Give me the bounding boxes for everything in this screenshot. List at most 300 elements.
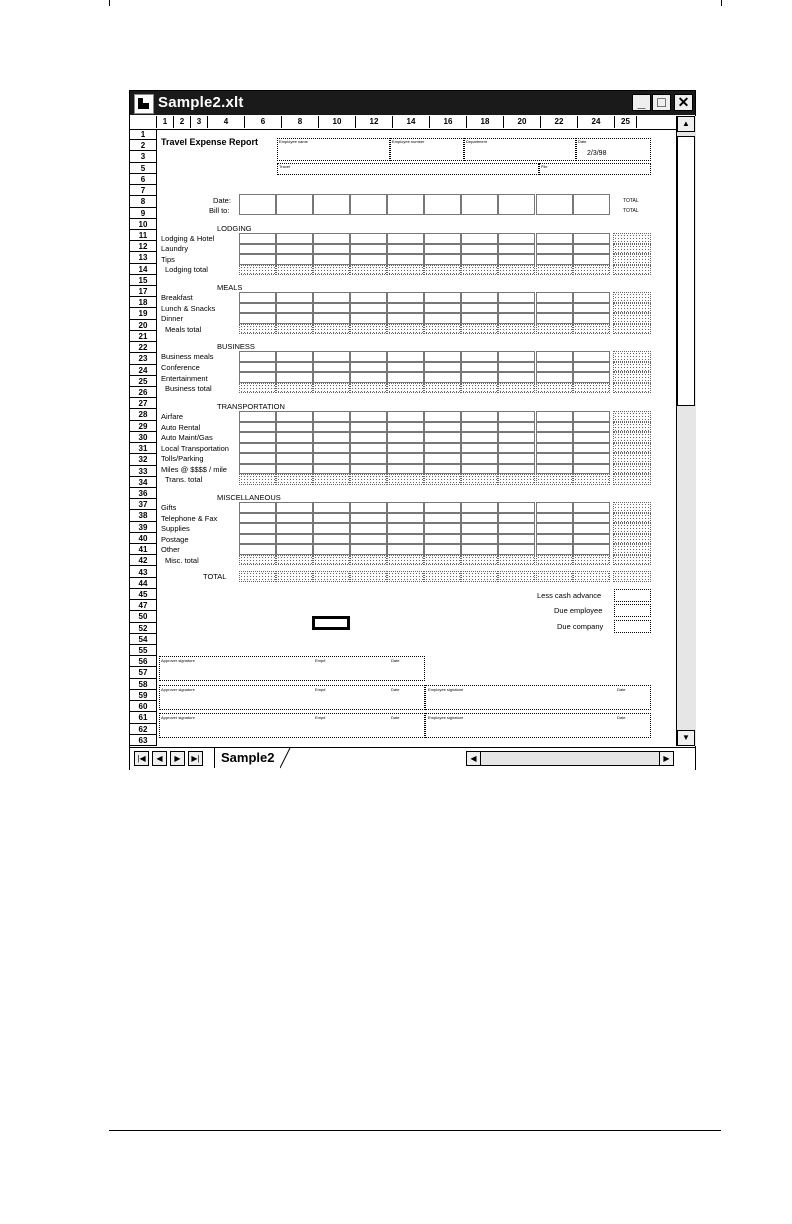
subtotal-cell[interactable] xyxy=(573,474,610,485)
expense-cell[interactable] xyxy=(536,244,573,255)
grand-total-cell[interactable] xyxy=(276,571,313,582)
expense-cell[interactable] xyxy=(276,422,313,433)
expense-cell[interactable] xyxy=(276,513,313,524)
expense-cell[interactable] xyxy=(461,372,498,383)
select-all-corner[interactable] xyxy=(130,116,157,128)
expense-cell[interactable] xyxy=(536,443,573,454)
due-employee-field[interactable] xyxy=(614,604,651,617)
expense-cell[interactable] xyxy=(424,422,461,433)
expense-cell[interactable] xyxy=(424,254,461,265)
subtotal-cell[interactable] xyxy=(498,474,535,485)
subtotal-cell[interactable] xyxy=(498,324,535,335)
expense-cell[interactable] xyxy=(536,544,573,555)
expense-cell[interactable] xyxy=(276,303,313,314)
row-total-cell[interactable] xyxy=(613,372,651,383)
minimize-button[interactable]: _ xyxy=(632,94,651,111)
subtotal-cell[interactable] xyxy=(313,555,350,566)
expense-cell[interactable] xyxy=(536,292,573,303)
expense-cell[interactable] xyxy=(313,313,350,324)
column-header[interactable]: 10 xyxy=(319,116,356,128)
subtotal-cell[interactable] xyxy=(461,383,498,394)
expense-cell[interactable] xyxy=(313,233,350,244)
expense-cell[interactable] xyxy=(573,422,610,433)
row-header[interactable]: 14 xyxy=(130,264,156,275)
expense-cell[interactable] xyxy=(498,362,535,373)
subtotal-cell[interactable] xyxy=(498,383,535,394)
expense-cell[interactable] xyxy=(313,544,350,555)
expense-cell[interactable] xyxy=(239,292,276,303)
row-total-cell[interactable] xyxy=(613,544,651,555)
expense-cell[interactable] xyxy=(387,422,424,433)
expense-cell[interactable] xyxy=(350,244,387,255)
expense-cell[interactable] xyxy=(498,502,535,513)
date-column-cell[interactable] xyxy=(387,194,424,215)
expense-cell[interactable] xyxy=(461,422,498,433)
expense-cell[interactable] xyxy=(498,244,535,255)
subtotal-cell[interactable] xyxy=(387,265,424,276)
expense-cell[interactable] xyxy=(387,351,424,362)
row-header[interactable]: 36 xyxy=(130,488,156,499)
expense-cell[interactable] xyxy=(498,303,535,314)
expense-cell[interactable] xyxy=(239,313,276,324)
expense-cell[interactable] xyxy=(313,502,350,513)
grand-total-cell[interactable] xyxy=(498,571,535,582)
expense-cell[interactable] xyxy=(461,351,498,362)
expense-cell[interactable] xyxy=(239,534,276,545)
expense-cell[interactable] xyxy=(498,313,535,324)
expense-cell[interactable] xyxy=(387,411,424,422)
row-header[interactable]: 6 xyxy=(130,174,156,185)
scroll-right-button[interactable]: ▶ xyxy=(659,751,674,766)
expense-cell[interactable] xyxy=(461,233,498,244)
expense-cell[interactable] xyxy=(239,544,276,555)
expense-cell[interactable] xyxy=(498,453,535,464)
expense-cell[interactable] xyxy=(313,534,350,545)
row-header[interactable]: 28 xyxy=(130,409,156,420)
expense-cell[interactable] xyxy=(350,372,387,383)
expense-cell[interactable] xyxy=(350,292,387,303)
expense-cell[interactable] xyxy=(461,244,498,255)
row-header[interactable]: 45 xyxy=(130,589,156,600)
row-total-cell[interactable] xyxy=(613,265,651,276)
expense-cell[interactable] xyxy=(313,432,350,443)
expense-cell[interactable] xyxy=(573,523,610,534)
row-header[interactable]: 10 xyxy=(130,219,156,230)
expense-cell[interactable] xyxy=(498,351,535,362)
column-header[interactable]: 20 xyxy=(504,116,541,128)
expense-cell[interactable] xyxy=(350,411,387,422)
subtotal-cell[interactable] xyxy=(573,383,610,394)
due-company-field[interactable] xyxy=(614,620,651,633)
expense-cell[interactable] xyxy=(387,544,424,555)
expense-cell[interactable] xyxy=(461,313,498,324)
expense-cell[interactable] xyxy=(239,502,276,513)
grand-total-cell[interactable] xyxy=(461,571,498,582)
subtotal-cell[interactable] xyxy=(424,324,461,335)
date-column-cell[interactable] xyxy=(424,194,461,215)
row-header[interactable]: 5 xyxy=(130,163,156,174)
row-header[interactable]: 59 xyxy=(130,690,156,701)
row-header[interactable]: 41 xyxy=(130,544,156,555)
expense-cell[interactable] xyxy=(387,303,424,314)
row-header[interactable]: 27 xyxy=(130,398,156,409)
expense-cell[interactable] xyxy=(387,523,424,534)
expense-cell[interactable] xyxy=(387,443,424,454)
expense-cell[interactable] xyxy=(350,432,387,443)
row-header[interactable]: 31 xyxy=(130,443,156,454)
expense-cell[interactable] xyxy=(573,443,610,454)
expense-cell[interactable] xyxy=(424,513,461,524)
row-header[interactable]: 57 xyxy=(130,667,156,678)
expense-cell[interactable] xyxy=(573,502,610,513)
row-header[interactable]: 47 xyxy=(130,600,156,611)
row-total-cell[interactable] xyxy=(613,244,651,255)
expense-cell[interactable] xyxy=(313,303,350,314)
scroll-left-button[interactable]: ◀ xyxy=(466,751,481,766)
expense-cell[interactable] xyxy=(387,453,424,464)
expense-cell[interactable] xyxy=(387,502,424,513)
grand-total-cell[interactable] xyxy=(350,571,387,582)
expense-cell[interactable] xyxy=(387,244,424,255)
subtotal-cell[interactable] xyxy=(461,265,498,276)
row-header[interactable]: 39 xyxy=(130,522,156,533)
expense-cell[interactable] xyxy=(350,544,387,555)
expense-cell[interactable] xyxy=(461,303,498,314)
subtotal-cell[interactable] xyxy=(313,383,350,394)
expense-cell[interactable] xyxy=(350,362,387,373)
expense-cell[interactable] xyxy=(350,422,387,433)
expense-cell[interactable] xyxy=(276,233,313,244)
row-header[interactable]: 3 xyxy=(130,151,156,162)
travel-field[interactable] xyxy=(277,163,539,175)
expense-cell[interactable] xyxy=(350,303,387,314)
subtotal-cell[interactable] xyxy=(350,474,387,485)
subtotal-cell[interactable] xyxy=(350,383,387,394)
subtotal-cell[interactable] xyxy=(276,474,313,485)
subtotal-cell[interactable] xyxy=(573,324,610,335)
expense-cell[interactable] xyxy=(313,513,350,524)
expense-cell[interactable] xyxy=(313,372,350,383)
expense-cell[interactable] xyxy=(387,254,424,265)
row-header[interactable]: 1 xyxy=(130,129,156,140)
subtotal-cell[interactable] xyxy=(276,383,313,394)
subtotal-cell[interactable] xyxy=(387,474,424,485)
column-header[interactable]: 16 xyxy=(430,116,467,128)
expense-cell[interactable] xyxy=(461,523,498,534)
row-header[interactable]: 7 xyxy=(130,185,156,196)
subtotal-cell[interactable] xyxy=(276,555,313,566)
subtotal-cell[interactable] xyxy=(276,265,313,276)
row-header[interactable]: 15 xyxy=(130,275,156,286)
expense-cell[interactable] xyxy=(387,362,424,373)
subtotal-cell[interactable] xyxy=(387,383,424,394)
expense-cell[interactable] xyxy=(239,422,276,433)
expense-cell[interactable] xyxy=(498,432,535,443)
expense-cell[interactable] xyxy=(424,432,461,443)
expense-cell[interactable] xyxy=(313,523,350,534)
expense-cell[interactable] xyxy=(313,292,350,303)
vertical-scroll-thumb[interactable] xyxy=(677,136,695,406)
expense-cell[interactable] xyxy=(239,303,276,314)
subtotal-cell[interactable] xyxy=(461,555,498,566)
expense-cell[interactable] xyxy=(573,372,610,383)
expense-cell[interactable] xyxy=(573,432,610,443)
expense-cell[interactable] xyxy=(313,351,350,362)
expense-cell[interactable] xyxy=(350,351,387,362)
row-total-cell[interactable] xyxy=(613,362,651,373)
expense-cell[interactable] xyxy=(387,313,424,324)
expense-cell[interactable] xyxy=(536,502,573,513)
expense-cell[interactable] xyxy=(461,464,498,475)
row-total-cell[interactable] xyxy=(613,324,651,335)
title-bar[interactable] xyxy=(130,91,695,115)
expense-cell[interactable] xyxy=(239,372,276,383)
expense-cell[interactable] xyxy=(239,362,276,373)
row-total-cell[interactable] xyxy=(613,474,651,485)
expense-cell[interactable] xyxy=(387,233,424,244)
expense-cell[interactable] xyxy=(461,432,498,443)
expense-cell[interactable] xyxy=(276,244,313,255)
expense-cell[interactable] xyxy=(276,544,313,555)
expense-cell[interactable] xyxy=(239,523,276,534)
grand-total-cell[interactable] xyxy=(387,571,424,582)
expense-cell[interactable] xyxy=(498,411,535,422)
close-button[interactable]: ✕ xyxy=(674,94,693,111)
row-total-cell[interactable] xyxy=(613,422,651,433)
expense-cell[interactable] xyxy=(276,432,313,443)
expense-cell[interactable] xyxy=(239,244,276,255)
expense-cell[interactable] xyxy=(350,233,387,244)
grand-total-cell[interactable] xyxy=(313,571,350,582)
expense-cell[interactable] xyxy=(424,372,461,383)
row-header[interactable]: 20 xyxy=(130,320,156,331)
column-header[interactable]: 4 xyxy=(208,116,245,128)
expense-cell[interactable] xyxy=(498,544,535,555)
subtotal-cell[interactable] xyxy=(424,474,461,485)
expense-cell[interactable] xyxy=(350,443,387,454)
expense-cell[interactable] xyxy=(350,464,387,475)
expense-cell[interactable] xyxy=(424,303,461,314)
subtotal-cell[interactable] xyxy=(461,474,498,485)
expense-cell[interactable] xyxy=(461,254,498,265)
row-header[interactable]: 19 xyxy=(130,308,156,319)
approver-signature-field[interactable] xyxy=(159,656,425,681)
expense-cell[interactable] xyxy=(536,422,573,433)
row-header[interactable]: 61 xyxy=(130,712,156,723)
expense-cell[interactable] xyxy=(573,244,610,255)
row-header[interactable]: 2 xyxy=(130,140,156,151)
expense-cell[interactable] xyxy=(424,443,461,454)
row-header[interactable]: 44 xyxy=(130,578,156,589)
expense-cell[interactable] xyxy=(276,534,313,545)
expense-cell[interactable] xyxy=(498,464,535,475)
row-header[interactable]: 26 xyxy=(130,387,156,398)
row-total-cell[interactable] xyxy=(613,313,651,324)
expense-cell[interactable] xyxy=(239,432,276,443)
expense-cell[interactable] xyxy=(276,254,313,265)
expense-cell[interactable] xyxy=(573,464,610,475)
row-header[interactable]: 32 xyxy=(130,454,156,465)
expense-cell[interactable] xyxy=(387,432,424,443)
expense-cell[interactable] xyxy=(536,453,573,464)
expense-cell[interactable] xyxy=(461,502,498,513)
expense-cell[interactable] xyxy=(498,443,535,454)
subtotal-cell[interactable] xyxy=(350,324,387,335)
expense-cell[interactable] xyxy=(424,464,461,475)
approver-signature-field[interactable] xyxy=(159,685,425,710)
expense-cell[interactable] xyxy=(313,244,350,255)
expense-cell[interactable] xyxy=(536,313,573,324)
date-column-cell[interactable] xyxy=(313,194,350,215)
first-sheet-button[interactable]: |◀ xyxy=(134,751,149,766)
grand-total-cell[interactable] xyxy=(536,571,573,582)
row-header[interactable]: 18 xyxy=(130,297,156,308)
expense-cell[interactable] xyxy=(536,351,573,362)
expense-cell[interactable] xyxy=(498,513,535,524)
expense-cell[interactable] xyxy=(461,362,498,373)
worksheet-grid[interactable] xyxy=(157,129,675,746)
column-header[interactable]: 3 xyxy=(191,116,208,128)
expense-cell[interactable] xyxy=(350,313,387,324)
row-header[interactable]: 12 xyxy=(130,241,156,252)
subtotal-cell[interactable] xyxy=(239,474,276,485)
expense-cell[interactable] xyxy=(313,362,350,373)
subtotal-cell[interactable] xyxy=(536,474,573,485)
column-header[interactable]: 1 xyxy=(157,116,174,128)
row-total-cell[interactable] xyxy=(613,571,651,582)
row-total-cell[interactable] xyxy=(613,254,651,265)
expense-cell[interactable] xyxy=(573,362,610,373)
expense-cell[interactable] xyxy=(461,513,498,524)
date-column-cell[interactable] xyxy=(350,194,387,215)
subtotal-cell[interactable] xyxy=(239,555,276,566)
expense-cell[interactable] xyxy=(276,313,313,324)
expense-cell[interactable] xyxy=(573,411,610,422)
row-header[interactable]: 43 xyxy=(130,567,156,578)
subtotal-cell[interactable] xyxy=(350,555,387,566)
expense-cell[interactable] xyxy=(536,362,573,373)
subtotal-cell[interactable] xyxy=(424,383,461,394)
row-header[interactable]: 55 xyxy=(130,645,156,656)
column-header[interactable]: 22 xyxy=(541,116,578,128)
row-header[interactable]: 25 xyxy=(130,376,156,387)
scroll-down-button[interactable]: ▼ xyxy=(677,730,695,746)
expense-cell[interactable] xyxy=(536,372,573,383)
expense-cell[interactable] xyxy=(239,453,276,464)
vertical-scrollbar[interactable] xyxy=(676,116,696,746)
expense-cell[interactable] xyxy=(350,254,387,265)
expense-cell[interactable] xyxy=(424,233,461,244)
expense-cell[interactable] xyxy=(424,244,461,255)
expense-cell[interactable] xyxy=(387,513,424,524)
expense-cell[interactable] xyxy=(424,523,461,534)
subtotal-cell[interactable] xyxy=(313,265,350,276)
row-total-cell[interactable] xyxy=(613,432,651,443)
row-total-cell[interactable] xyxy=(613,292,651,303)
expense-cell[interactable] xyxy=(313,411,350,422)
row-header[interactable]: 52 xyxy=(130,623,156,634)
expense-cell[interactable] xyxy=(239,351,276,362)
row-header[interactable]: 56 xyxy=(130,656,156,667)
row-total-cell[interactable] xyxy=(613,523,651,534)
expense-cell[interactable] xyxy=(573,534,610,545)
subtotal-cell[interactable] xyxy=(536,324,573,335)
next-sheet-button[interactable]: ▶ xyxy=(170,751,185,766)
expense-cell[interactable] xyxy=(350,534,387,545)
expense-cell[interactable] xyxy=(350,523,387,534)
expense-cell[interactable] xyxy=(276,523,313,534)
expense-cell[interactable] xyxy=(498,372,535,383)
expense-cell[interactable] xyxy=(573,254,610,265)
expense-cell[interactable] xyxy=(461,534,498,545)
row-total-cell[interactable] xyxy=(613,411,651,422)
expense-cell[interactable] xyxy=(573,513,610,524)
active-cell-selection[interactable] xyxy=(312,616,350,630)
row-total-cell[interactable] xyxy=(613,513,651,524)
row-header[interactable]: 24 xyxy=(130,365,156,376)
expense-cell[interactable] xyxy=(387,372,424,383)
row-header[interactable]: 50 xyxy=(130,611,156,622)
row-total-cell[interactable] xyxy=(613,443,651,454)
sheet-tab-sample2[interactable]: Sample2 xyxy=(214,748,286,768)
expense-cell[interactable] xyxy=(461,544,498,555)
scroll-up-button[interactable]: ▲ xyxy=(677,116,695,132)
expense-cell[interactable] xyxy=(498,422,535,433)
row-header[interactable]: 58 xyxy=(130,679,156,690)
expense-cell[interactable] xyxy=(573,453,610,464)
expense-cell[interactable] xyxy=(536,303,573,314)
column-header[interactable]: 25 xyxy=(615,116,637,128)
expense-cell[interactable] xyxy=(536,534,573,545)
grand-total-cell[interactable] xyxy=(239,571,276,582)
row-header[interactable]: 34 xyxy=(130,477,156,488)
row-header[interactable]: 62 xyxy=(130,724,156,735)
expense-cell[interactable] xyxy=(461,453,498,464)
expense-cell[interactable] xyxy=(498,523,535,534)
expense-cell[interactable] xyxy=(573,351,610,362)
expense-cell[interactable] xyxy=(536,523,573,534)
subtotal-cell[interactable] xyxy=(313,474,350,485)
subtotal-cell[interactable] xyxy=(498,265,535,276)
row-header[interactable]: 54 xyxy=(130,634,156,645)
row-header[interactable]: 17 xyxy=(130,286,156,297)
expense-cell[interactable] xyxy=(276,292,313,303)
expense-cell[interactable] xyxy=(276,453,313,464)
expense-cell[interactable] xyxy=(461,292,498,303)
expense-cell[interactable] xyxy=(387,464,424,475)
row-total-cell[interactable] xyxy=(613,383,651,394)
expense-cell[interactable] xyxy=(313,443,350,454)
subtotal-cell[interactable] xyxy=(239,324,276,335)
expense-cell[interactable] xyxy=(424,502,461,513)
row-header[interactable]: 30 xyxy=(130,432,156,443)
expense-cell[interactable] xyxy=(239,443,276,454)
expense-cell[interactable] xyxy=(424,313,461,324)
expense-cell[interactable] xyxy=(424,411,461,422)
column-header[interactable]: 24 xyxy=(578,116,615,128)
row-total-cell[interactable] xyxy=(613,351,651,362)
excel-app-icon[interactable] xyxy=(134,94,154,114)
row-header[interactable]: 37 xyxy=(130,499,156,510)
expense-cell[interactable] xyxy=(536,464,573,475)
row-total-cell[interactable] xyxy=(613,502,651,513)
date-column-cell[interactable] xyxy=(573,194,610,215)
row-header[interactable]: 29 xyxy=(130,421,156,432)
expense-cell[interactable] xyxy=(276,362,313,373)
row-header[interactable]: 21 xyxy=(130,331,156,342)
row-total-cell[interactable] xyxy=(613,233,651,244)
expense-cell[interactable] xyxy=(276,372,313,383)
